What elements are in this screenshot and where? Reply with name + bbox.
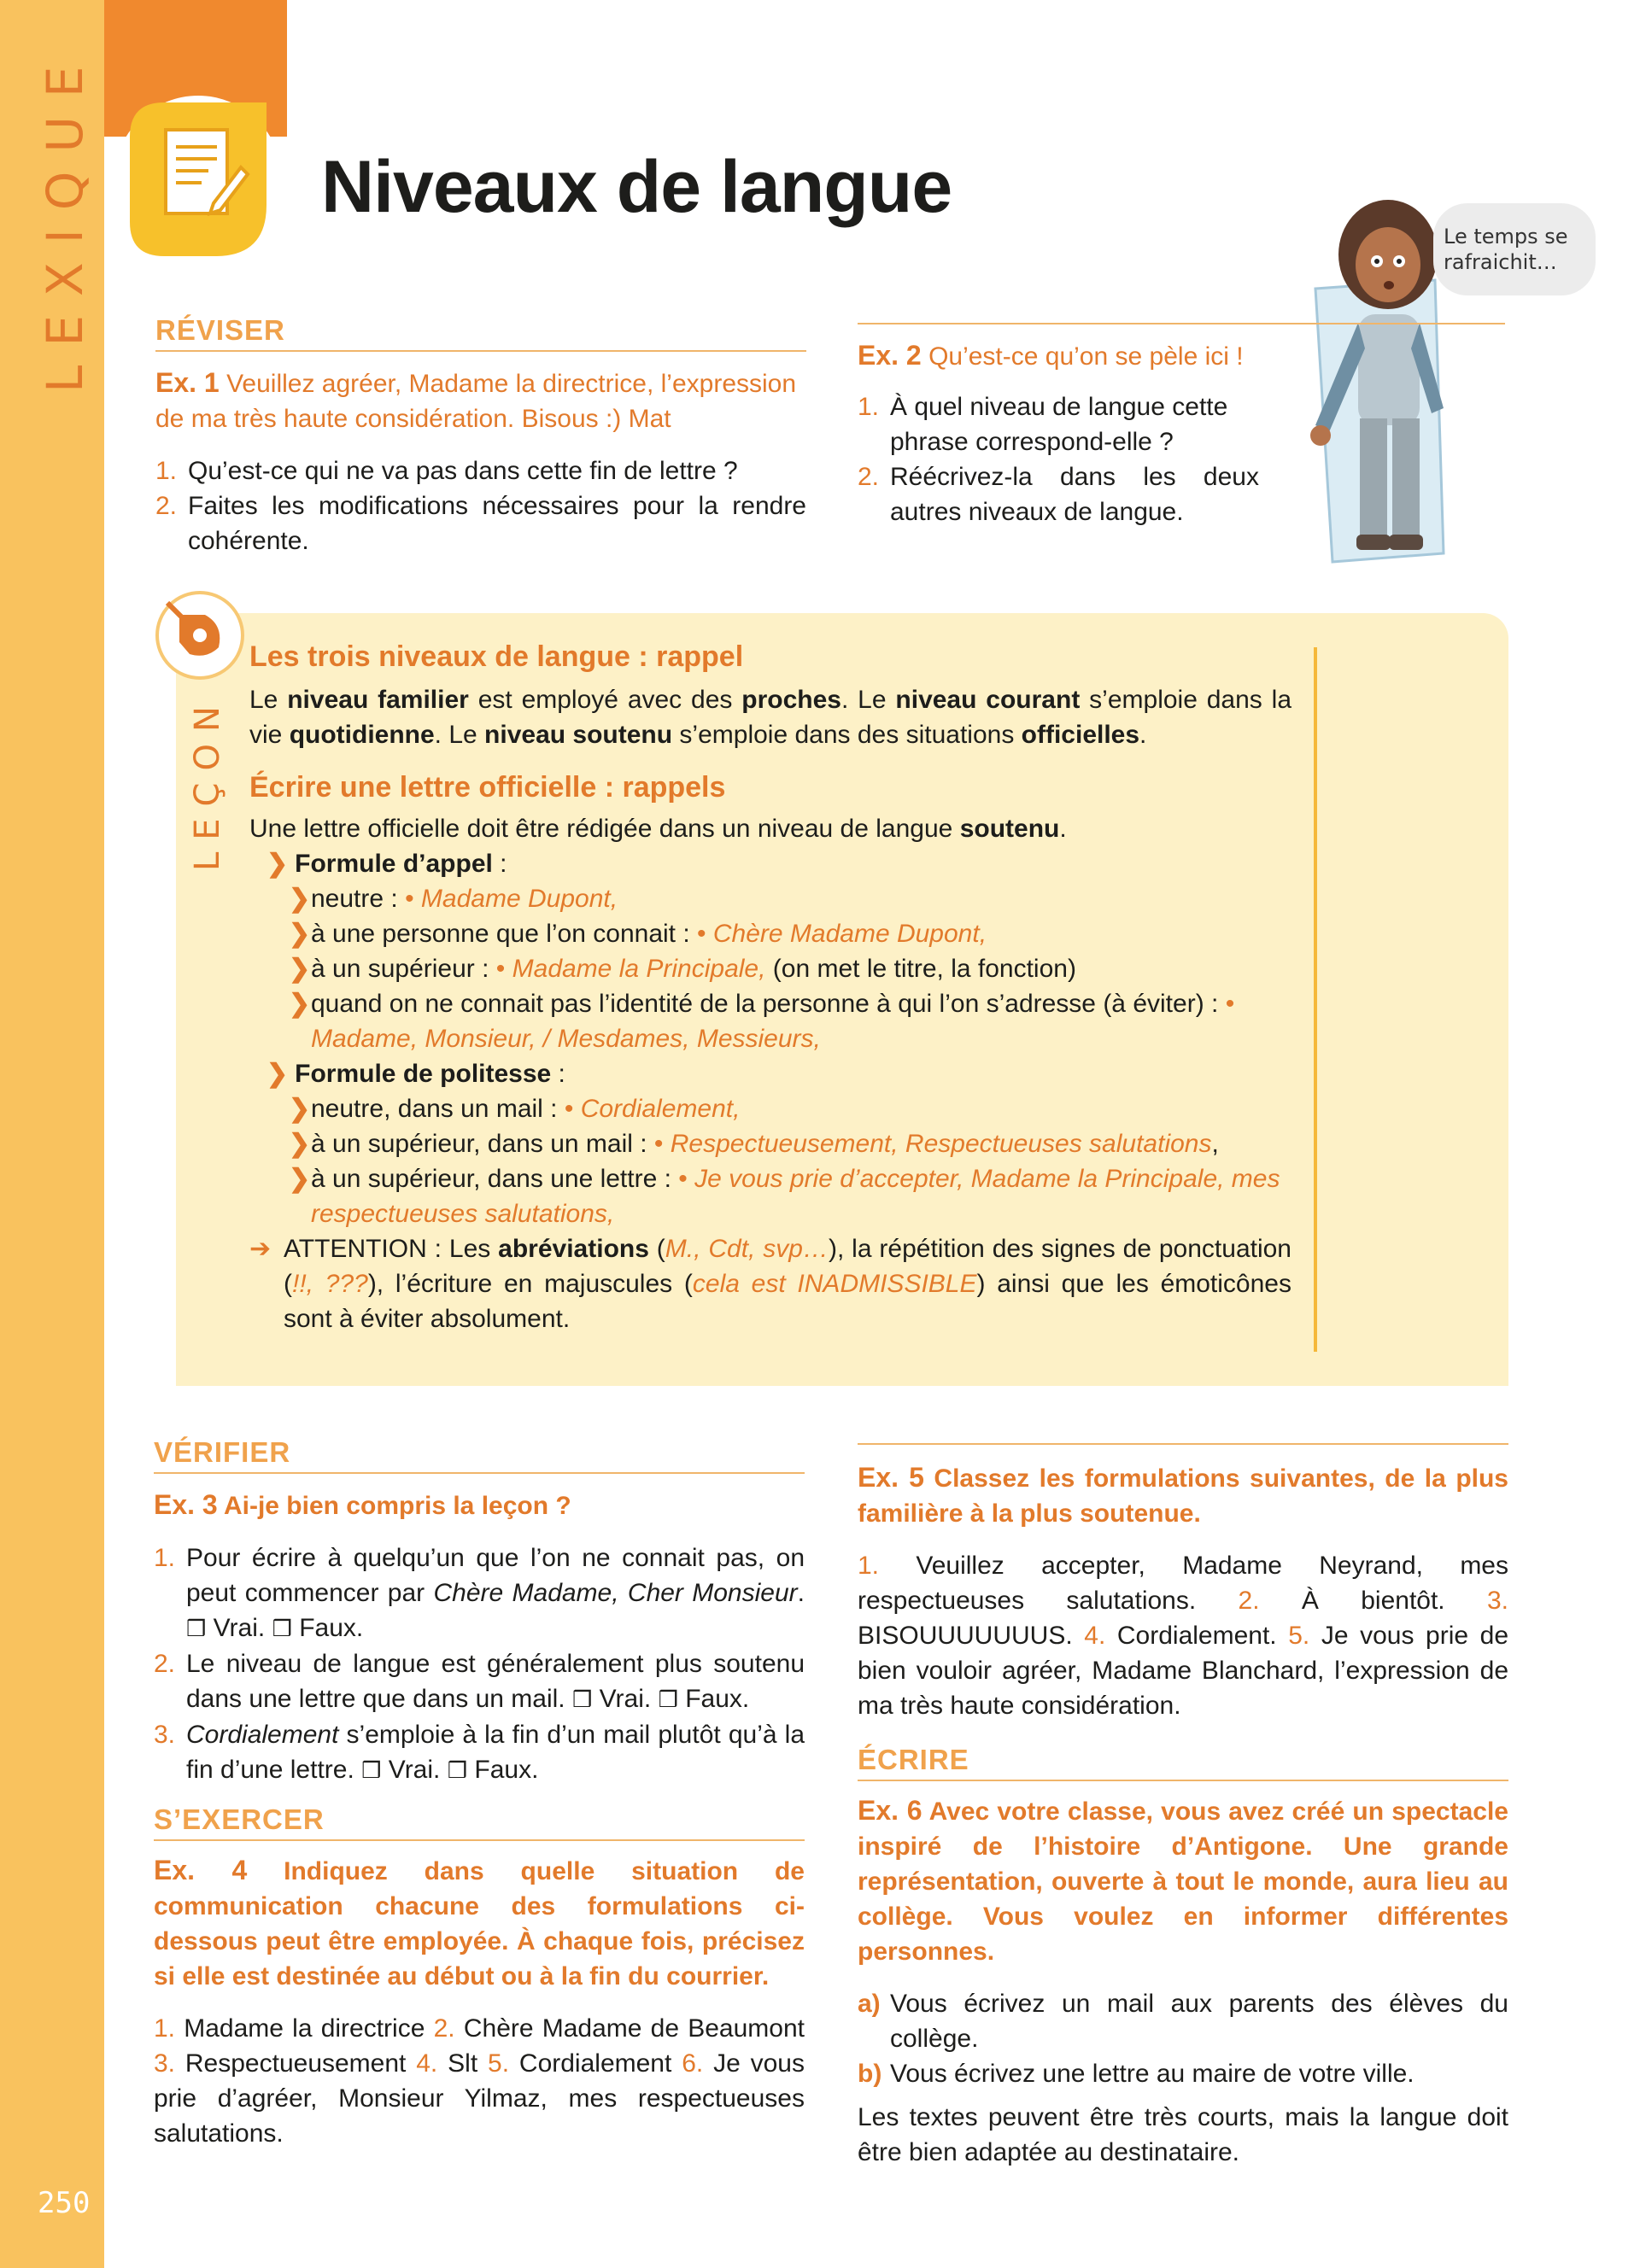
item-number: 2. — [858, 463, 880, 491]
item-number: 3. — [1486, 1587, 1508, 1615]
example: M., Cdt, svp… — [665, 1235, 829, 1263]
exercise-4-statement — [154, 1853, 805, 1994]
text: est employé avec des — [468, 686, 742, 714]
exercise-6-note: Les textes peuvent être très courts, mais la langue doit être bien adaptée au destinataire. — [858, 2103, 1508, 2166]
text-bold: niveau soutenu — [484, 721, 673, 749]
item-number: a) — [858, 1990, 881, 2018]
list-item — [155, 488, 806, 558]
lesson-list-item — [249, 1091, 1292, 1126]
list-item — [858, 2056, 1508, 2091]
section-heading-ecrire: ÉCRIRE — [858, 1744, 1508, 1781]
text: neutre : — [311, 885, 406, 913]
chevron-right-icon: ❯ — [266, 850, 289, 878]
item-text: Chère Madame de Beaumont — [463, 2014, 805, 2043]
exercise-label: Ex. 3 — [154, 1489, 218, 1520]
sidebar-label: LEXIQUE — [36, 47, 94, 393]
item-number: 5. — [1288, 1622, 1310, 1650]
item-text: Vous écrivez un mail aux parents des élèves du collège. — [890, 1990, 1508, 2053]
text-bold: soutenu — [959, 815, 1060, 843]
bullet-icon: • — [697, 920, 713, 948]
exercise-1 — [155, 365, 806, 558]
exercise-2 — [858, 338, 1259, 529]
checkbox-vrai[interactable]: ❒ — [361, 1757, 382, 1783]
lesson-heading: Les trois niveaux de langue : rappel — [249, 640, 744, 673]
example: Chère Madame Dupont, — [712, 920, 987, 948]
chevron-right-icon: ❯ — [289, 1165, 311, 1193]
exercise-5 — [858, 1460, 1508, 1723]
quill-pen-icon — [155, 591, 244, 680]
text: Le — [249, 686, 288, 714]
text-bold: Formule de politesse — [295, 1060, 552, 1088]
bullet-icon: • — [405, 885, 421, 913]
text: s’emploie à la fin d’un mail plutôt qu’à la fin d’une lettre. — [186, 1721, 805, 1784]
item-text: Madame la directrice — [184, 2014, 425, 2043]
bullet-icon: • — [1225, 990, 1235, 1018]
item-number: 6. — [682, 2049, 704, 2078]
exercise-2-questions — [858, 389, 1259, 529]
example: Madame la Principale, — [512, 955, 766, 983]
exercise-6-text: Avec votre classe, vous avez créé un spectacle inspiré de l’histoire d’Antigone. Une grande représentation, ouverte à tout le monde, aura lieu au collège. Vous voulez en informer différentes personnes. — [858, 1797, 1508, 1966]
example: Madame, Monsieur, / Mesdames, Messieurs, — [311, 1025, 821, 1053]
lesson-label: LEÇON — [188, 694, 227, 871]
text: , — [1211, 1130, 1219, 1158]
cold-girl-illustration — [1264, 195, 1461, 570]
item-text: Veuillez accepter, Madame Neyrand, mes respectueuses salutations. — [858, 1552, 1508, 1615]
exercise-3 — [154, 1488, 805, 1788]
item-number: 2. — [433, 2014, 455, 2043]
item-text: Qu’est-ce qui ne va pas dans cette fin de lettre ? — [188, 457, 738, 485]
exercise-1-statement — [155, 365, 806, 436]
item-number: 1. — [858, 393, 880, 421]
chevron-right-icon: ❯ — [289, 885, 311, 913]
text-bold: niveau familier — [287, 686, 469, 714]
text-bold: officielles — [1021, 721, 1140, 749]
divider — [858, 323, 1505, 324]
item-number: 5. — [488, 2049, 510, 2078]
text: ) ainsi que les émoticônes sont à éviter absolument. — [284, 1270, 1292, 1333]
text: . — [1139, 721, 1147, 749]
text: : — [492, 850, 507, 878]
exercise-1-questions — [155, 453, 806, 558]
text: neutre, dans un mail : — [311, 1095, 565, 1123]
item-text: Cordialement — [518, 2049, 672, 2078]
bullet-icon: • — [653, 1130, 671, 1158]
lesson-list-item — [249, 986, 1292, 1056]
exercise-5-statement — [858, 1460, 1508, 1531]
exercise-3-questions — [154, 1540, 805, 1788]
option-label: Vrai. — [213, 1614, 266, 1642]
speech-bubble: Le temps se rafraichit… — [1433, 203, 1596, 295]
text: ATTENTION : Les — [284, 1235, 499, 1263]
text: quand on ne connait pas l’identité de la personne à qui l’on s’adresse (à éviter) : — [311, 990, 1226, 1018]
item-text: Je vous prie d’agréer, Monsieur Yilmaz, mes respectueuses salutations. — [154, 2049, 805, 2148]
text: s’emploie dans la vie — [249, 686, 1292, 749]
list-item — [155, 453, 806, 488]
item-number: 4. — [416, 2049, 438, 2078]
list-heading — [249, 846, 1292, 881]
text-bold: niveau courant — [895, 686, 1081, 714]
list-heading — [249, 1056, 1292, 1091]
item-number: 2. — [154, 1650, 176, 1678]
text: à une personne que l’on connait : — [311, 920, 698, 948]
section-heading-verifier: VÉRIFIER — [154, 1436, 805, 1474]
document-pencil-icon — [113, 85, 284, 273]
option-label: Faux. — [685, 1685, 750, 1713]
item-number: 3. — [154, 1721, 176, 1749]
item-number: 1. — [155, 457, 178, 485]
chevron-right-icon: ❯ — [289, 990, 311, 1018]
example: !!, ??? — [292, 1270, 368, 1298]
text: Pour écrire à quelqu’un que l’on ne connait pas, on peut commencer par — [186, 1544, 805, 1607]
lesson-list-item — [249, 916, 1292, 951]
option-label: Faux. — [299, 1614, 364, 1642]
exercise-5-text: Classez les formulations suivantes, de la plus familière à la plus soutenue. — [858, 1464, 1508, 1528]
lesson-paragraph — [249, 811, 1292, 846]
text: . — [797, 1579, 805, 1607]
lesson-list-item — [249, 881, 1292, 916]
exercise-label: Ex. 6 — [858, 1795, 922, 1826]
text: à un supérieur, dans une lettre : — [311, 1165, 679, 1193]
option-label: Faux. — [474, 1756, 539, 1784]
exercise-label: Ex. 5 — [858, 1462, 924, 1493]
text: . Le — [840, 686, 896, 714]
text: . Le — [434, 721, 485, 749]
checkbox-faux[interactable]: ❒ — [447, 1757, 468, 1783]
chevron-right-icon: ❯ — [289, 955, 311, 983]
lesson-content — [249, 640, 1292, 1336]
exercise-2-text: Qu’est-ce qu’on se pèle ici ! — [928, 342, 1244, 371]
item-number: 2. — [155, 492, 178, 520]
text: ( — [648, 1235, 665, 1263]
page-title: Niveaux de langue — [321, 146, 952, 228]
exercise-6 — [858, 1793, 1508, 2170]
item-number: 1. — [858, 1552, 880, 1580]
politesse-list — [249, 1091, 1292, 1231]
chevron-right-icon: ❯ — [266, 1060, 289, 1088]
item-number: 1. — [154, 1544, 176, 1572]
example: Respectueusement, Respectueuses salutations — [670, 1130, 1212, 1158]
arrow-right-icon: ➔ — [249, 1235, 272, 1263]
exercise-4-text: Indiquez dans quelle situation de communication chacune des formulations ci-dessous peut être employée. À chaque fois, précisez si elle est destinée au début ou à la fin du courrier. — [154, 1857, 805, 1990]
item-number: b) — [858, 2060, 882, 2088]
checkbox-faux[interactable]: ❒ — [658, 1686, 678, 1712]
list-item — [858, 459, 1259, 529]
text: à un supérieur, dans un mail : — [311, 1130, 654, 1158]
text: ), la répétition des signes de ponctuation ( — [284, 1235, 1292, 1298]
item-text: BISOUUUUUUUS. — [858, 1622, 1073, 1650]
option-label: Vrai. — [388, 1756, 441, 1784]
text-bold: proches — [741, 686, 841, 714]
item-number: 1. — [154, 2014, 176, 2043]
item-text: Respectueusement — [184, 2049, 407, 2078]
text: Une lettre officielle doit être rédigée dans un niveau de langue — [249, 815, 960, 843]
example: Je vous prie d’accepter, Madame la Principale, mes respectueuses salutations, — [311, 1165, 1280, 1228]
item-text: Je vous prie de bien vouloir agréer, Madame Blanchard, l’expression de ma très haute considération. — [858, 1622, 1508, 1720]
list-item — [154, 1540, 805, 1646]
text-italic: Cordialement — [186, 1721, 339, 1749]
chevron-right-icon: ❯ — [289, 1095, 311, 1123]
text-italic: Chère Madame, Cher Monsieur — [433, 1579, 798, 1607]
item-text: Faites les modifications nécessaires pour la rendre cohérente. — [188, 492, 806, 555]
lesson-heading: Écrire une lettre officielle : rappels — [249, 771, 726, 804]
checkbox-vrai[interactable]: ❒ — [186, 1616, 207, 1641]
example: Cordialement, — [580, 1095, 741, 1123]
checkbox-vrai[interactable]: ❒ — [571, 1686, 593, 1712]
section-heading-reviser: RÉVISER — [155, 314, 806, 352]
list-item — [154, 1646, 805, 1717]
appel-list — [249, 881, 1292, 1056]
exercise-5-items — [858, 1548, 1508, 1723]
option-label: Vrai. — [599, 1685, 652, 1713]
text-bold: quotidienne — [289, 721, 435, 749]
chevron-right-icon: ❯ — [289, 1130, 311, 1158]
section-heading-sexercer: S’EXERCER — [154, 1803, 805, 1841]
text: . — [1059, 815, 1067, 843]
text: s’emploie dans des situations — [672, 721, 1022, 749]
exercise-label: Ex. 1 — [155, 367, 220, 398]
lesson-paragraph — [249, 682, 1292, 752]
lesson-list-item — [249, 1161, 1292, 1231]
list-item — [858, 389, 1259, 459]
exercise-3-text: Ai-je bien compris la leçon ? — [223, 1492, 571, 1520]
exercise-2-statement — [858, 338, 1259, 374]
list-item — [154, 1717, 805, 1788]
exercise-3-statement — [154, 1488, 805, 1523]
exercise-1-text: Veuillez agréer, Madame la directrice, l’expression de ma très haute considération. Bisous :) Mat — [155, 370, 797, 433]
item-number: 2. — [1238, 1587, 1260, 1615]
example: Madame Dupont, — [420, 885, 618, 913]
item-text: Réécrivez-la dans les deux autres niveaux de langue. — [890, 463, 1259, 526]
text-bold: abréviations — [498, 1235, 649, 1263]
text: (on met le titre, la fonction) — [765, 955, 1076, 983]
example: cela est INADMISSIBLE — [692, 1270, 977, 1298]
page-number: 250 — [38, 2186, 91, 2220]
item-text: À bientôt. — [1301, 1587, 1445, 1615]
item-text: Cordialement. — [1116, 1622, 1277, 1650]
text: Le niveau de langue est généralement plus soutenu dans une lettre que dans un mail. — [186, 1650, 805, 1713]
bullet-icon: • — [564, 1095, 581, 1123]
checkbox-faux[interactable]: ❒ — [272, 1616, 292, 1641]
exercise-6-items — [858, 1986, 1508, 2091]
lesson-list-item — [249, 1126, 1292, 1161]
exercise-label: Ex. 4 — [154, 1855, 248, 1885]
lesson-list-item — [249, 951, 1292, 986]
item-text: Slt — [448, 2049, 478, 2078]
bullet-icon: • — [495, 955, 512, 983]
item-number: 4. — [1084, 1622, 1106, 1650]
text: ), l’écriture en majuscules ( — [367, 1270, 693, 1298]
bullet-icon: • — [678, 1165, 695, 1193]
exercise-6-statement — [858, 1793, 1508, 1969]
exercise-4-items — [154, 2011, 805, 2151]
exercise-4 — [154, 1853, 805, 2151]
item-text: À quel niveau de langue cette phrase correspond-elle ? — [890, 393, 1228, 456]
item-number: 3. — [154, 2049, 176, 2078]
text: à un supérieur : — [311, 955, 496, 983]
text: : — [551, 1060, 565, 1088]
list-item — [858, 1986, 1508, 2056]
chevron-right-icon: ❯ — [289, 920, 311, 948]
attention-note — [249, 1231, 1292, 1336]
text-bold: Formule d’appel — [295, 850, 493, 878]
lesson-margin-bar — [1314, 647, 1317, 1352]
divider — [858, 1443, 1508, 1445]
item-text: Vous écrivez une lettre au maire de votre ville. — [890, 2060, 1414, 2088]
exercise-label: Ex. 2 — [858, 340, 922, 371]
